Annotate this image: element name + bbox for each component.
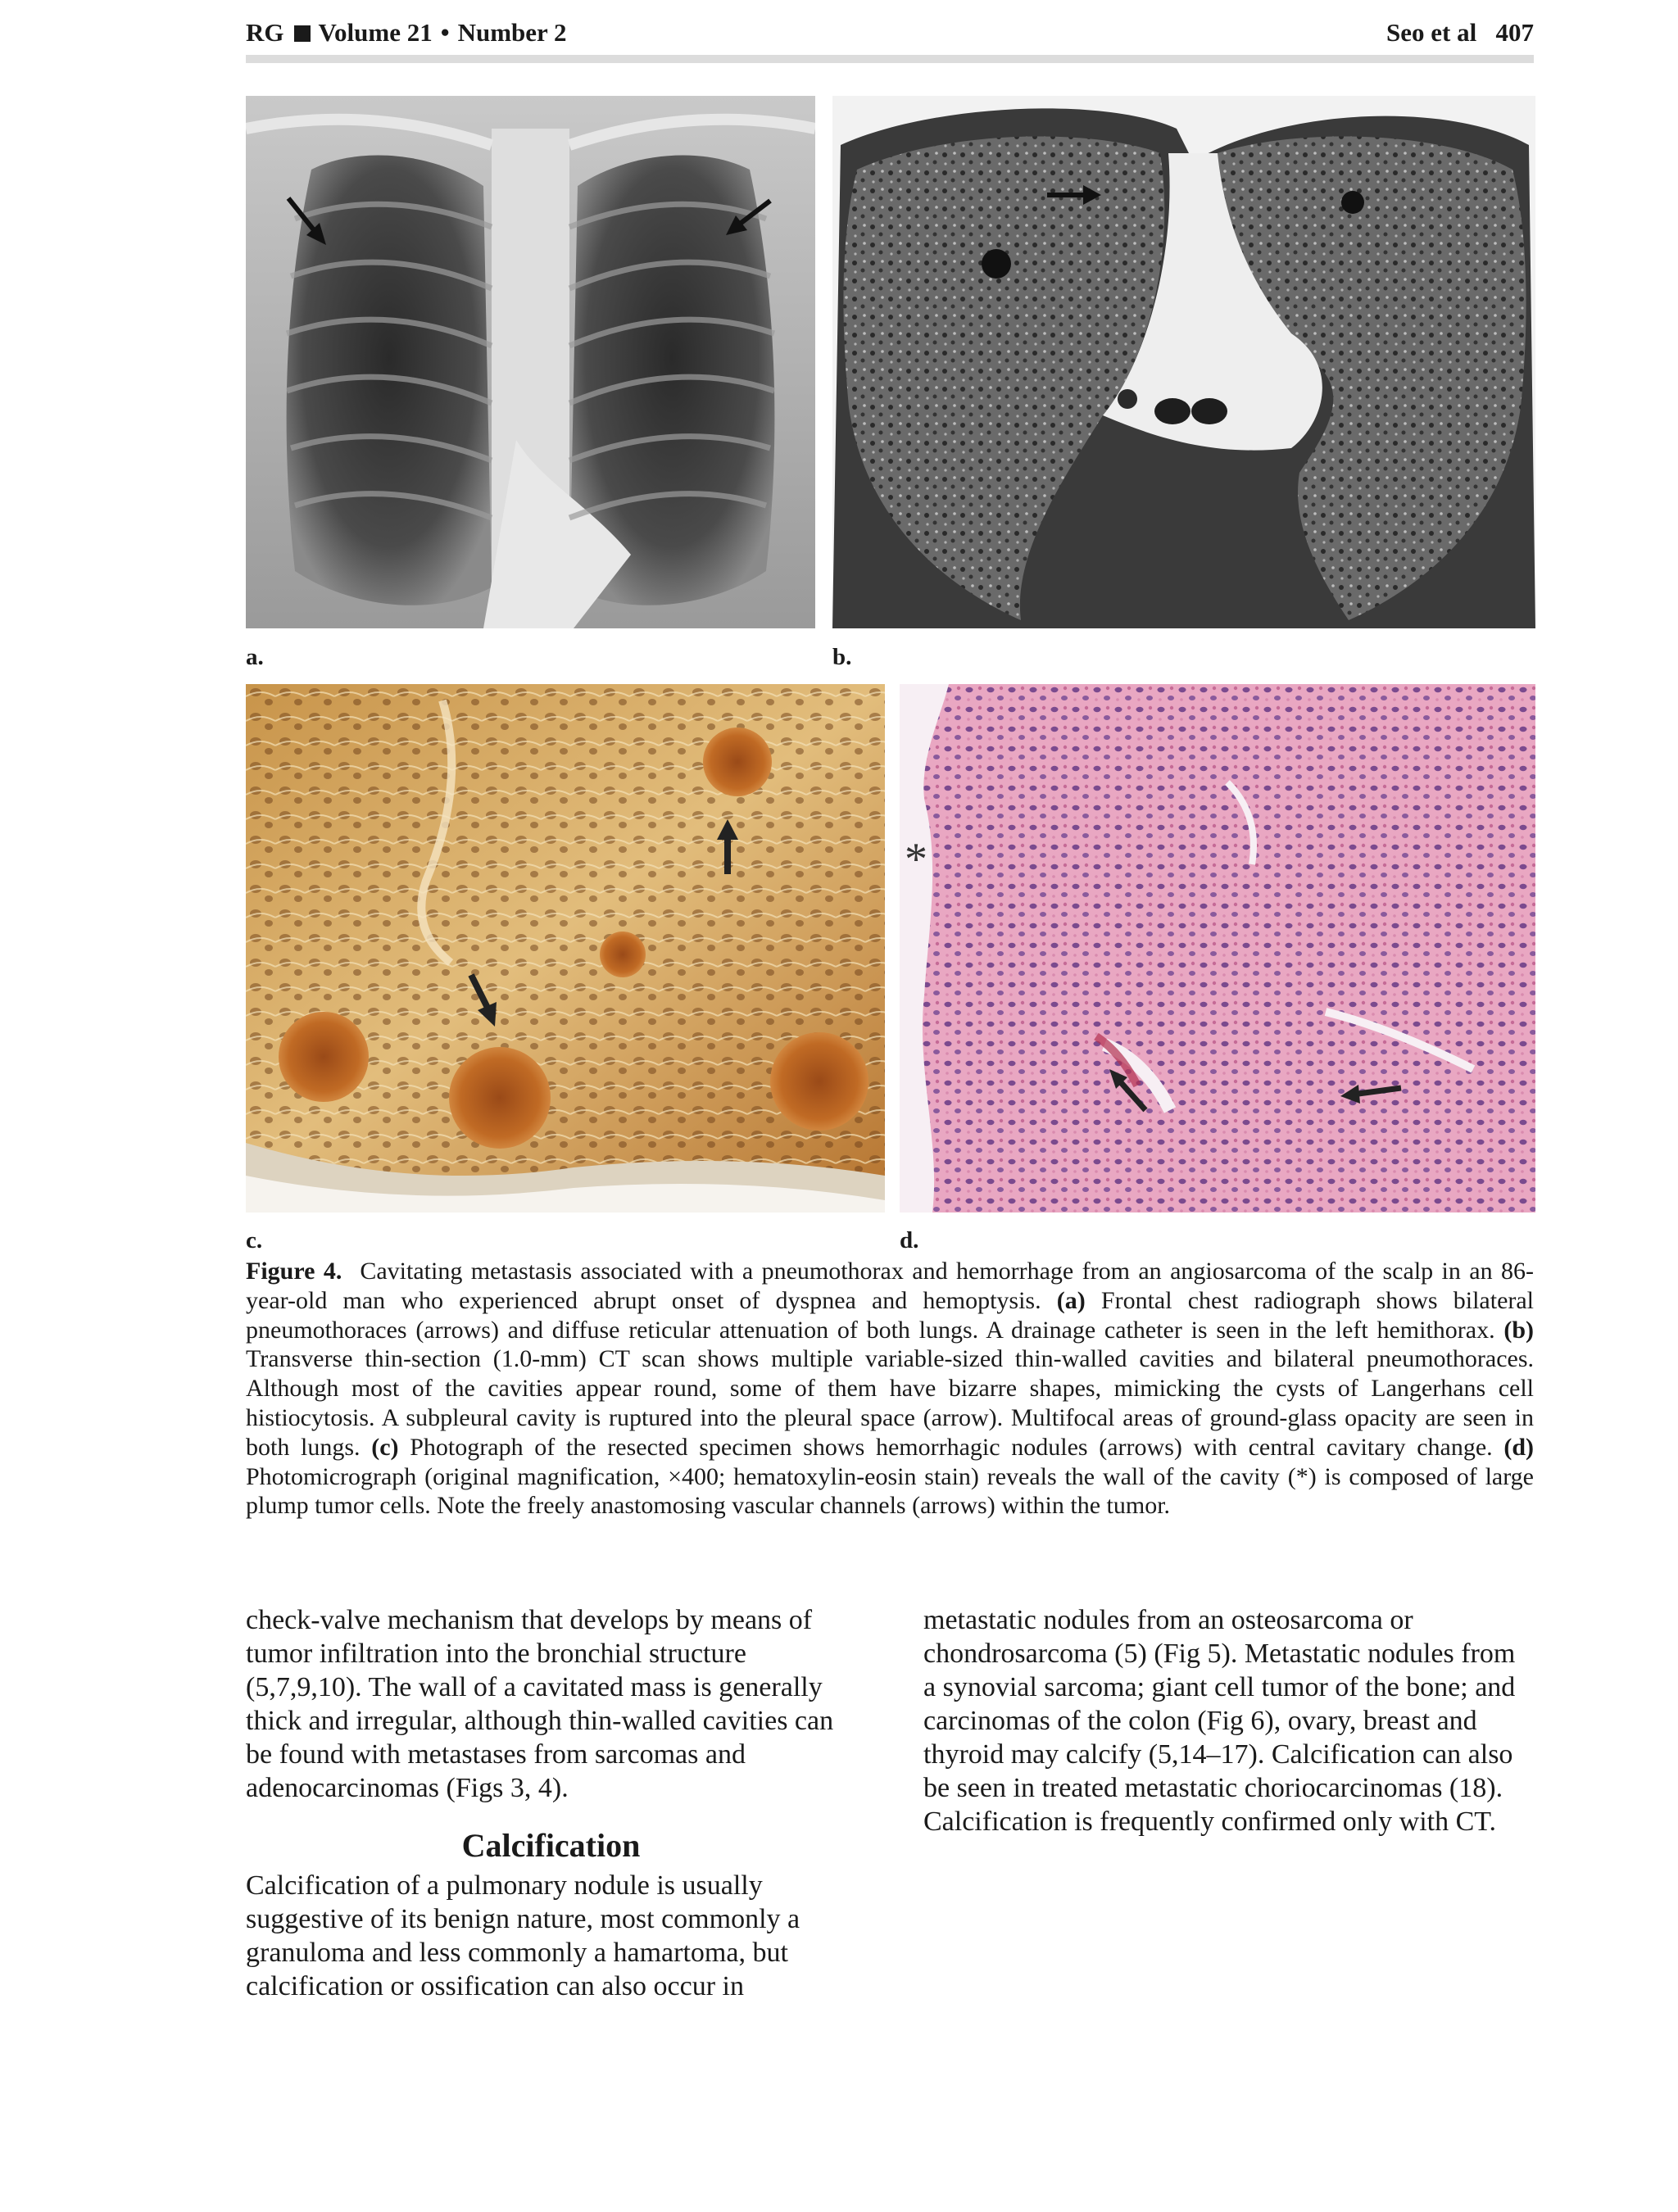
panel-label-c: c. [246, 1227, 263, 1253]
running-head-left [246, 15, 567, 51]
photomicrograph-image [900, 684, 1535, 1213]
caption-tag-a: (a) [1056, 1286, 1086, 1314]
caption-text-d: Photomicrograph (original magnification, ×400; hematoxylin-eosin stain) reveals the wall of the cavity (*) is composed of large plump tumor cells. Note the freely anastomosing vascular channels (arrows) within the tumor. [246, 1462, 1534, 1520]
caption-intro: Cavitating metastasis associated with a pneumothorax and hemorrhage from an angiosarcoma of the scalp in an 86-year-old man who experienced abrupt onset of dyspnea and hemoptysis. [246, 1258, 1534, 1314]
figure-caption [246, 1257, 1534, 1521]
bullet-dot-icon: • [440, 18, 450, 47]
caption-text-a: Frontal chest radiograph shows bilateral pneumothoraces (arrows) and diffuse reticular attenuation of both lungs. A drainage catheter is seen in the left hemithorax. [246, 1286, 1535, 1344]
square-bullet-icon [294, 25, 311, 42]
body-column-left [246, 1603, 856, 2003]
panel-label-b: b. [832, 644, 852, 670]
running-head [246, 15, 1534, 51]
running-head-right [1386, 15, 1534, 51]
authors-label: Seo et al [1386, 18, 1477, 47]
specimen-photo-image [246, 684, 885, 1213]
page-number: 407 [1495, 18, 1534, 47]
panel-label-d: d. [900, 1227, 919, 1253]
header-rule [246, 55, 1534, 63]
caption-text-c: Photograph of the resected specimen shows hemorrhagic nodules (arrows) with central cavitary change. [410, 1433, 1493, 1461]
figure-panel-c-specimen-photo [246, 684, 885, 1213]
caption-tag-d: (d) [1503, 1433, 1535, 1461]
ct-scan-image [832, 96, 1535, 628]
figure-panel-b-ct-scan [832, 96, 1535, 628]
caption-tag-b: (b) [1503, 1316, 1535, 1344]
section-heading: Calcification [461, 1827, 641, 1864]
volume-label: Volume 21 [318, 18, 433, 47]
asterisk-marker: * [905, 834, 927, 885]
figure-panel-a-chest-radiograph [246, 96, 815, 628]
journal-name: RG [246, 18, 284, 47]
body-column-right [923, 1603, 1534, 1838]
panel-label-a: a. [246, 644, 264, 670]
figure-panel-d-photomicrograph [900, 684, 1535, 1213]
caption-text-b: Transverse thin-section (1.0-mm) CT scan shows multiple variable-sized thin-walled cavities and bilateral pneumothoraces. Although most of the cavities appear round, some of them have bizarre shapes, mimicking the cysts of Langerhans cell histiocytosis. A subpleural cavity is ruptured into the pleural space (arrow). Multifocal areas of ground-glass opacity are seen in both lungs. [246, 1345, 1534, 1461]
body-paragraph: Calcification of a pulmonary nodule is usually suggestive of its benign nature, most commonly a granuloma and less commonly a hamartoma, but calcification or ossification can also occur in [246, 1870, 800, 2001]
caption-tag-c: (c) [371, 1433, 399, 1461]
body-paragraph: metastatic nodules from an osteosarcoma or chondrosarcoma (5) (Fig 5). Metastatic nodules from a synovial sarcoma; giant cell tumor of the bone; and carcinomas of the colon (Fig 6), ovary, breast and thyroid may calcify (5,14–17). Calcification can also be seen in treated metastatic choriocarcinomas (18). Calcification is frequently confirmed only with CT. [923, 1605, 1516, 1837]
figure-caption-label: Figure 4. [246, 1258, 342, 1285]
number-label: Number 2 [457, 18, 567, 47]
chest-radiograph-image [246, 96, 815, 628]
body-paragraph: check-valve mechanism that develops by means of tumor infiltration into the bronchial structure (5,7,9,10). The wall of a cavitated mass is generally thick and irregular, although thin-walled cavities can be found with metastases from sarcomas and adenocarcinomas (Figs 3, 4). [246, 1605, 834, 1803]
